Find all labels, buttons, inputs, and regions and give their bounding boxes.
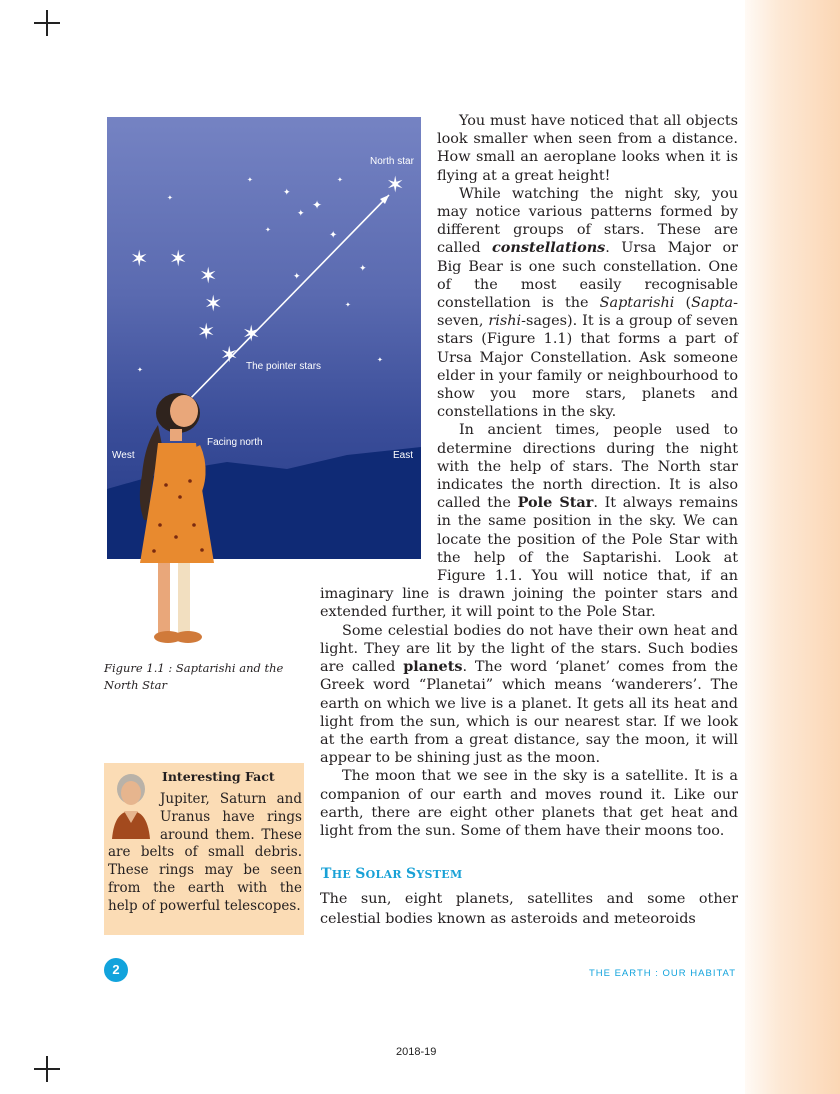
text-run: . Ursa Major or Big Bear is one such constellation. One of the most easily recognisable constellation is the — [437, 240, 738, 312]
facing-north-label: Facing north — [207, 437, 263, 448]
text-run: . It always remains in the same position in the sky. We can locate the position of the Pole Star with the help of the Saptarishi. Look at Figure 1.1. You will notice that, if an imaginary line is drawn joining the pointer stars and extended further, it will point to the Pole Star. — [320, 495, 738, 621]
background-star: ✦ — [247, 176, 253, 184]
paragraph: You must have noticed that all objects look smaller when seen from a distance. How small an aeroplane looks when it is flying at a great height! — [437, 113, 738, 184]
north-star-label: North star — [370, 156, 414, 167]
term-sapta: Sapta — [691, 295, 734, 312]
crop-mark-bottom-left — [34, 1056, 60, 1082]
page-number-badge: 2 — [104, 958, 128, 982]
running-title: THE EARTH : OUR HABITAT — [588, 968, 736, 979]
edition-year: 2018-19 — [396, 1046, 437, 1058]
fact-text — [108, 791, 302, 916]
star: ✶ — [204, 292, 223, 317]
east-label: East — [393, 450, 414, 461]
pointer-stars-label: The pointer stars — [246, 361, 322, 372]
text-run: While watching the night sky, you may notice various patterns formed by different groups of stars. These are called — [437, 185, 738, 257]
main-text-column — [320, 112, 738, 840]
background-star: ✦ — [283, 188, 291, 198]
north-star: ✶ — [386, 173, 405, 198]
heading-part: HE — [331, 868, 356, 881]
paragraph: The moon that we see in the sky is a satellite. It is a companion of our earth and moves round it. Like our earth, there are eight other planets that get heat and light from the sun. Some of them have their moons too. — [320, 768, 738, 839]
background-star: ✦ — [293, 272, 301, 282]
figure-caption: Figure 1.1 : Saptarishi and the North Star — [104, 661, 284, 692]
fact-title: Interesting Fact — [162, 769, 275, 784]
heading-part: YSTEM — [416, 868, 463, 881]
figure-float-space — [320, 112, 437, 582]
interesting-fact-box — [104, 763, 304, 935]
star: ✶ — [199, 264, 218, 289]
text-run: -seven, — [437, 295, 738, 330]
background-star: ✦ — [137, 366, 143, 374]
heading-initial: T — [321, 866, 332, 882]
crop-mark-top-left — [34, 10, 60, 36]
background-star: ✦ — [329, 230, 338, 241]
heading-part: OLAR — [365, 868, 406, 881]
background-star: ✦ — [312, 198, 323, 212]
background-star: ✦ — [359, 264, 367, 274]
section-text: The sun, eight planets, satellites and some other celestial bodies known as asteroids and meteoroids — [320, 891, 738, 927]
section-heading-solar-system — [321, 866, 462, 882]
background-star: ✦ — [345, 301, 351, 309]
text-run: ( — [674, 295, 692, 312]
background-star: ✦ — [167, 194, 173, 202]
text-run: Some celestial bodies do not have their own heat and light. They are lit by the light of the stars. Such bodies are called — [320, 622, 738, 676]
background-star: ✦ — [377, 356, 383, 364]
background-star: ✦ — [265, 226, 271, 234]
pointer-star: ✶ — [220, 343, 239, 368]
term-planets: planets — [403, 658, 463, 676]
background-star: ✦ — [337, 176, 343, 184]
star: ✶ — [130, 247, 149, 272]
paragraph — [320, 622, 738, 768]
text-run: -sages). It is a group of seven stars (Figure 1.1) that forms a part of Ursa Major Constellation. Ask someone elder in your family or neighbourhood to show you more stars, planets and constellations in the sky. — [437, 313, 738, 421]
term-pole-star: Pole Star — [517, 494, 594, 512]
term-saptarishi: Saptarishi — [599, 295, 675, 312]
term-constellations: constellations — [492, 239, 606, 257]
text-run: In ancient times, people used to determine directions during the night with the help of stars. The North star indicates the north direction. It is also called the — [437, 422, 738, 512]
girl-illustration — [118, 385, 228, 655]
star: ✶ — [169, 247, 188, 272]
west-label: West — [112, 450, 135, 461]
text-run: . The word ‘planet’ comes from the Greek word “Planetai” which means ‘wanderers’. The earth on which we live is a planet. It gets all its heat and light from the sun, which is our nearest star. If we look at the earth from a great distance, say the moon, it will appear to be shining just as the moon. — [320, 659, 738, 767]
fact-body: Jupiter, Saturn and Uranus have rings around them. These are belts of small debris. These rings may be seen from the earth with the help of powerful telescopes. — [108, 791, 302, 914]
star: ✶ — [197, 320, 216, 345]
pointer-star: ✶ — [242, 322, 261, 347]
page-edge-tint — [745, 0, 840, 1094]
portrait-float-space — [108, 791, 160, 843]
heading-initial: S — [355, 866, 366, 882]
heading-initial: S — [405, 866, 417, 882]
term-rishi: rishi — [488, 313, 522, 330]
background-star: ✦ — [297, 209, 305, 219]
